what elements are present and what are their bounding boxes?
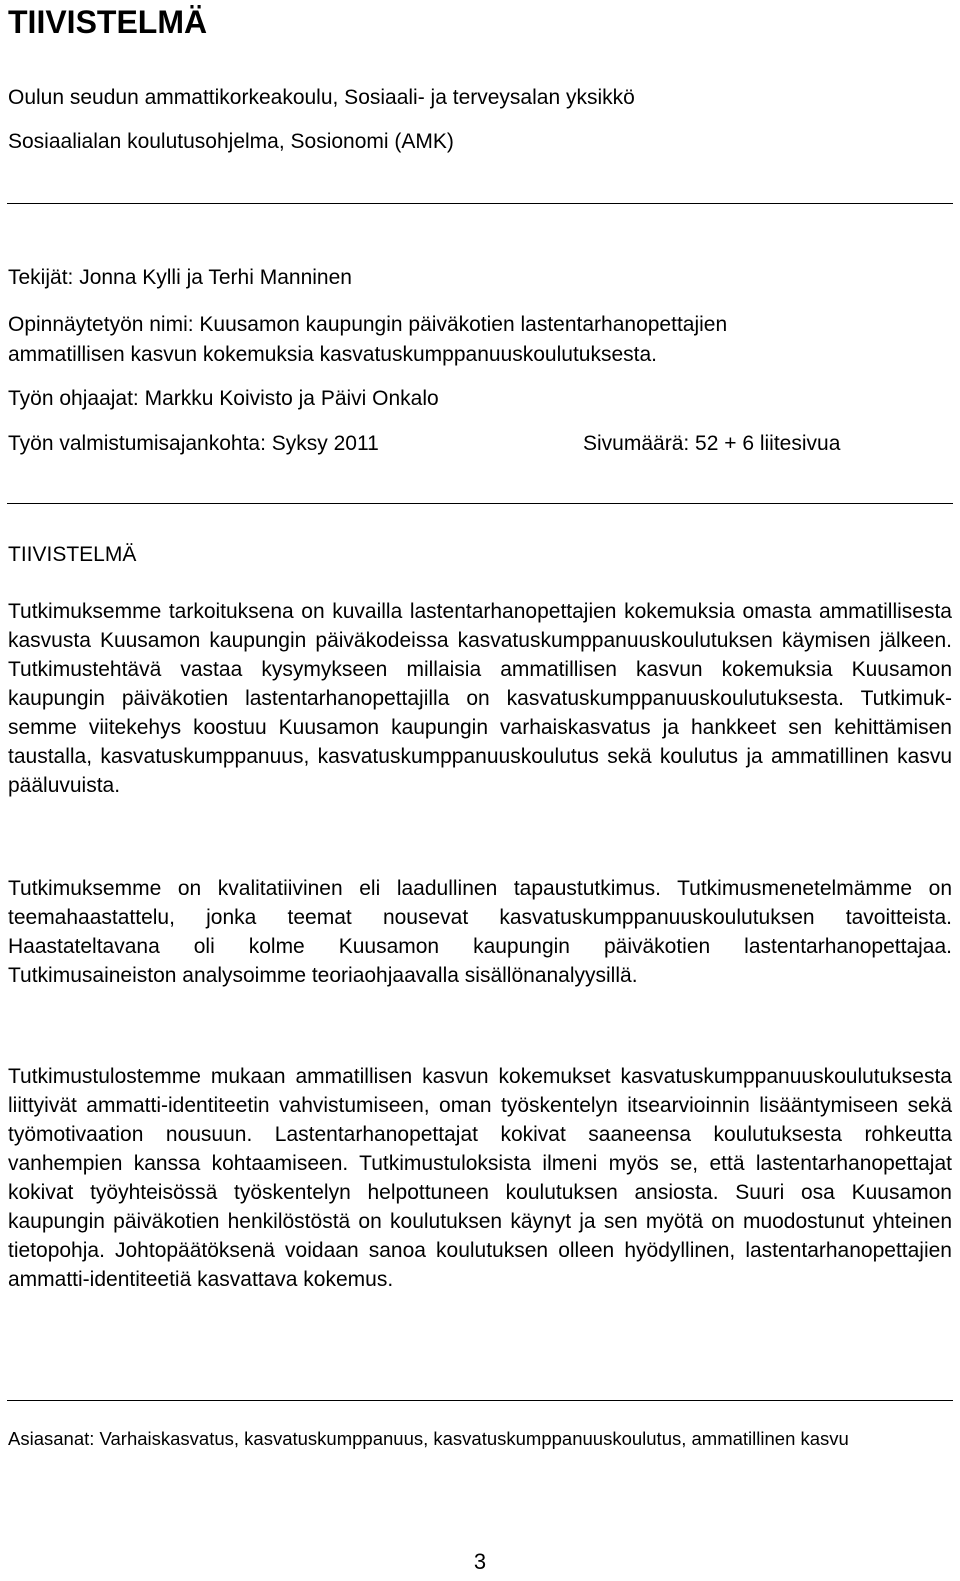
supervisors: Työn ohjaajat: Markku Koivisto ja Päivi Onkalo	[8, 387, 439, 410]
completion-date: Työn valmistumisajankohta: Syksy 2011	[8, 432, 379, 455]
page-title: TIIVISTELMÄ	[8, 4, 208, 40]
authors: Tekijät: Jonna Kylli ja Terhi Manninen	[8, 266, 352, 289]
page-count: Sivumäärä: 52 + 6 liitesivua	[583, 432, 841, 455]
abstract-heading: TIIVISTELMÄ	[8, 543, 137, 566]
abstract-paragraph-2: Tutkimuksemme on kvalitatiivinen eli laadullinen tapaustutkimus. Tutkimusmenetelmämme on teemahaastattelu, jonka teemat nousevat kasvatuskumppanuuskoulutuksen tavoitteista. Haastateltavana oli kolme Kuusamon kaupungin päiväkotien lastentarhanopettajaa. Tutkimusaineiston analysoimme teoriaohjaavalla sisällönanalyysillä.	[8, 877, 952, 987]
thesis-title-line-2: ammatillisen kasvun kokemuksia kasvatuskumppanuuskoulutuksesta.	[8, 343, 657, 366]
page-number: 3	[473, 1549, 487, 1574]
thesis-title-line-1: Opinnäytetyön nimi: Kuusamon kaupungin päiväkotien lastentarhanopettajien	[8, 313, 728, 336]
institution-line-1: Oulun seudun ammattikorkeakoulu, Sosiaali- ja terveysalan yksikkö	[8, 86, 635, 109]
divider-top	[7, 203, 953, 204]
abstract-paragraph-1: Tutkimuksemme tarkoituksena on kuvailla lastentarhanopettajien kokemuksia omasta ammatillisesta kasvusta Kuusamon kaupungin päiväkodeissa kasvatuskumppanuuskoulutuksen käymisen jälkeen. Tutkimustehtävä vastaa kysymykseen millaisia ammatillisen kasvun kokemuksia Kuusamon kaupungin päiväkotien lastentarhanopettajilla on kasvatuskumppanuuskoulutuksesta. Tutkimuksemme viitekehys koostuu Kuusamon kaupungin varhaiskasvatus ja hankkeet sen kehittämisen taustalla, kasvatuskumppanuus, kasvatuskumppanuuskoulutus sekä koulutus ja ammatillinen kasvu pääluvuista.	[8, 600, 952, 797]
divider-middle	[7, 503, 953, 504]
keywords: Asiasanat: Varhaiskasvatus, kasvatuskumppanuus, kasvatuskumppanuuskoulutus, ammatillinen kasvu	[8, 1428, 849, 1449]
institution-line-2: Sosiaalialan koulutusohjelma, Sosionomi (AMK)	[8, 130, 454, 153]
abstract-paragraph-3: Tutkimustulostemme mukaan ammatillisen kasvun kokemukset kasvatuskumppanuuskoulutuksesta liittyivät ammatti-identiteetin vahvistumiseen, oman työskentelyn itsearvioinnin lisääntymiseen sekä työmotivaation nousuun. Lastentarhanopettajat kokivat saaneensa koulutuksesta rohkeutta vanhempien kanssa kohtaamiseen. Tutkimustuloksista ilmeni myös se, että lastentarhanopettajat kokivat työyhteisössä työskentelyn helpottuneen koulutuksen ansiosta. Suuri osa Kuusamon kaupungin päiväkotien henkilöstöstä on koulutuksen käynyt ja sen myötä on muodostunut yhteinen tietopohja. Johtopäätöksenä voidaan sanoa koulutuksen olleen hyödyllinen, lastentarhanopettajien ammatti-identiteetiä kasvattava kokemus.	[8, 1065, 952, 1291]
divider-bottom	[7, 1400, 953, 1401]
